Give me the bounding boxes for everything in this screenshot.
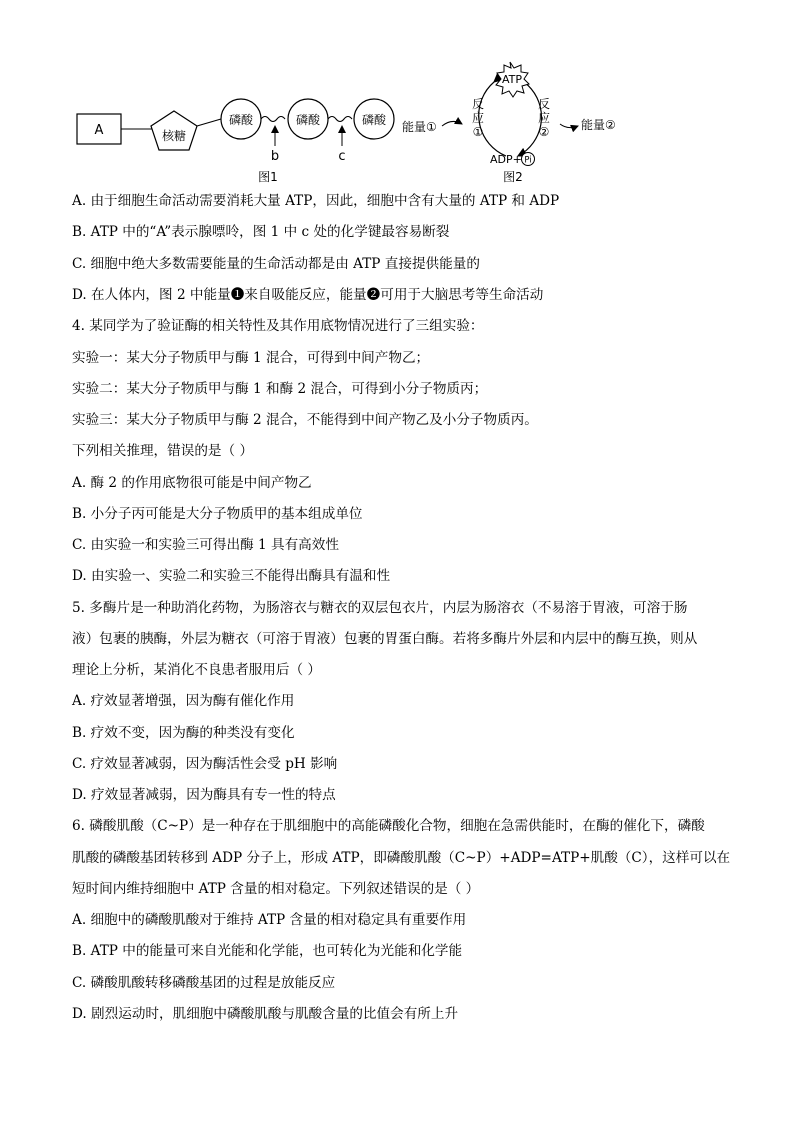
reaction1-char-3: ①	[472, 125, 484, 139]
reaction1-char-1: 反	[471, 97, 485, 111]
q5-option-c: C. 疗效显著减弱，因为酶活性会受 pH 影响	[72, 756, 338, 772]
phosphate-label-2: 磷酸	[295, 113, 321, 127]
high-energy-bond-b	[261, 117, 285, 122]
ribose-label: 核糖	[161, 129, 187, 143]
energy1-arrow	[442, 121, 462, 126]
q6-option-a: A. 细胞中的磷酸肌酸对于维持 ATP 含量的相对稳定具有重要作用	[72, 912, 467, 928]
q3-option-c: C. 细胞中绝大多数需要能量的生命活动都是由 ATP 直接提供能量的	[72, 256, 480, 272]
figure1	[77, 99, 394, 184]
energy2-label: 能量②	[581, 118, 616, 132]
figures	[0, 60, 794, 185]
q5-option-d: D. 疗效显著减弱，因为酶具有专一性的特点	[72, 787, 336, 803]
q4-option-c: C. 由实验一和实验三可得出酶 1 具有高效性	[72, 537, 339, 553]
q3-option-b: B. ATP 中的“A”表示腺嘌呤，图 1 中 c 处的化学键最容易断裂	[72, 224, 450, 240]
q6-option-d: D. 剧烈运动时，肌细胞中磷酸肌酸与肌酸含量的比值会有所上升	[72, 1006, 459, 1022]
q5-option-a: A. 疗效显著增强，因为酶有催化作用	[72, 693, 295, 709]
q6-option-c: C. 磷酸肌酸转移磷酸基团的过程是放能反应	[72, 975, 336, 991]
q3-option-d: D. 在人体内，图 2 中能量❶来自吸能反应，能量❷可用于大脑思考等生命活动	[72, 287, 544, 303]
energy2-arrow	[560, 124, 578, 128]
q4-option-b: B. 小分子丙可能是大分子物质甲的基本组成单位	[72, 506, 363, 522]
atp-label: ATP	[501, 73, 523, 86]
q4-experiment-1: 实验一：某大分子物质甲与酶 1 混合，可得到中间产物乙；	[72, 350, 430, 366]
figure1-caption: 图1	[258, 170, 278, 184]
bond-c-label: c	[338, 149, 346, 164]
reaction2-char-3: ②	[538, 125, 550, 139]
q4-question: 下列相关推理，错误的是（ ）	[72, 443, 254, 459]
q6-stem-line-3: 短时间内维持细胞中 ATP 含量的相对稳定。下列叙述错误的是（ ）	[72, 881, 480, 897]
phosphate-label-3: 磷酸	[361, 113, 387, 127]
energy1-label: 能量①	[402, 120, 437, 134]
q4-experiment-3: 实验三：某大分子物质甲与酶 2 混合，不能得到中间产物乙及小分子物质丙。	[72, 412, 538, 428]
phosphate-label-1: 磷酸	[228, 113, 254, 127]
q4-experiment-2: 实验二：某大分子物质甲与酶 1 和酶 2 混合，可得到小分子物质丙；	[72, 381, 488, 397]
q4-option-a: A. 酶 2 的作用底物很可能是中间产物乙	[72, 475, 312, 491]
figure2-caption: 图2	[503, 170, 523, 184]
q6-option-b: B. ATP 中的能量可来自光能和化学能，也可转化为光能和化学能	[72, 943, 463, 959]
q5-option-b: B. 疗效不变，因为酶的种类没有变化	[72, 725, 295, 741]
q4-option-d: D. 由实验一、实验二和实验三不能得出酶具有温和性	[72, 568, 391, 584]
pi-label: Pi	[524, 155, 532, 166]
q4-stem: 4. 某同学为了验证酶的相关特性及其作用底物情况进行了三组实验：	[72, 318, 484, 334]
bond-b-label: b	[270, 149, 280, 164]
reaction2-char-1: 反	[537, 97, 551, 111]
q6-stem-line-2: 肌酸的磷酸基团转移到 ADP 分子上，形成 ATP，即磷酸肌酸（C~P）+ADP=ATP+肌酸（C），这样可以在	[72, 850, 731, 866]
q5-stem-line-3: 理论上分析，某消化不良患者服用后（ ）	[72, 662, 322, 678]
q5-stem-line-2: 液）包裹的胰酶，外层为糖衣（可溶于胃液）包裹的胃蛋白酶。若将多酶片外层和内层中的酶互换，则从	[72, 631, 698, 647]
adp-label: ADP+	[490, 153, 522, 166]
q3-option-a: A. 由于细胞生命活动需要消耗大量 ATP，因此，细胞中含有大量的 ATP 和 ADP	[72, 193, 560, 209]
q6-stem-line-1: 6. 磷酸肌酸（C~P）是一种存在于肌细胞中的高能磷酸化合物，细胞在急需供能时，在酶的催化下，磷酸	[72, 818, 705, 834]
reaction2-char-2: 应	[537, 111, 551, 125]
high-energy-bond-c	[328, 117, 352, 122]
figure2	[402, 62, 616, 184]
adenine-label: A	[94, 123, 104, 138]
figure-diagram	[0, 60, 794, 185]
reaction1-char-2: 应	[471, 111, 485, 125]
q5-stem-line-1: 5. 多酶片是一种助消化药物，为肠溶衣与糖衣的双层包衣片，内层为肠溶衣（不易溶于胃液，可溶于肠	[72, 600, 688, 616]
